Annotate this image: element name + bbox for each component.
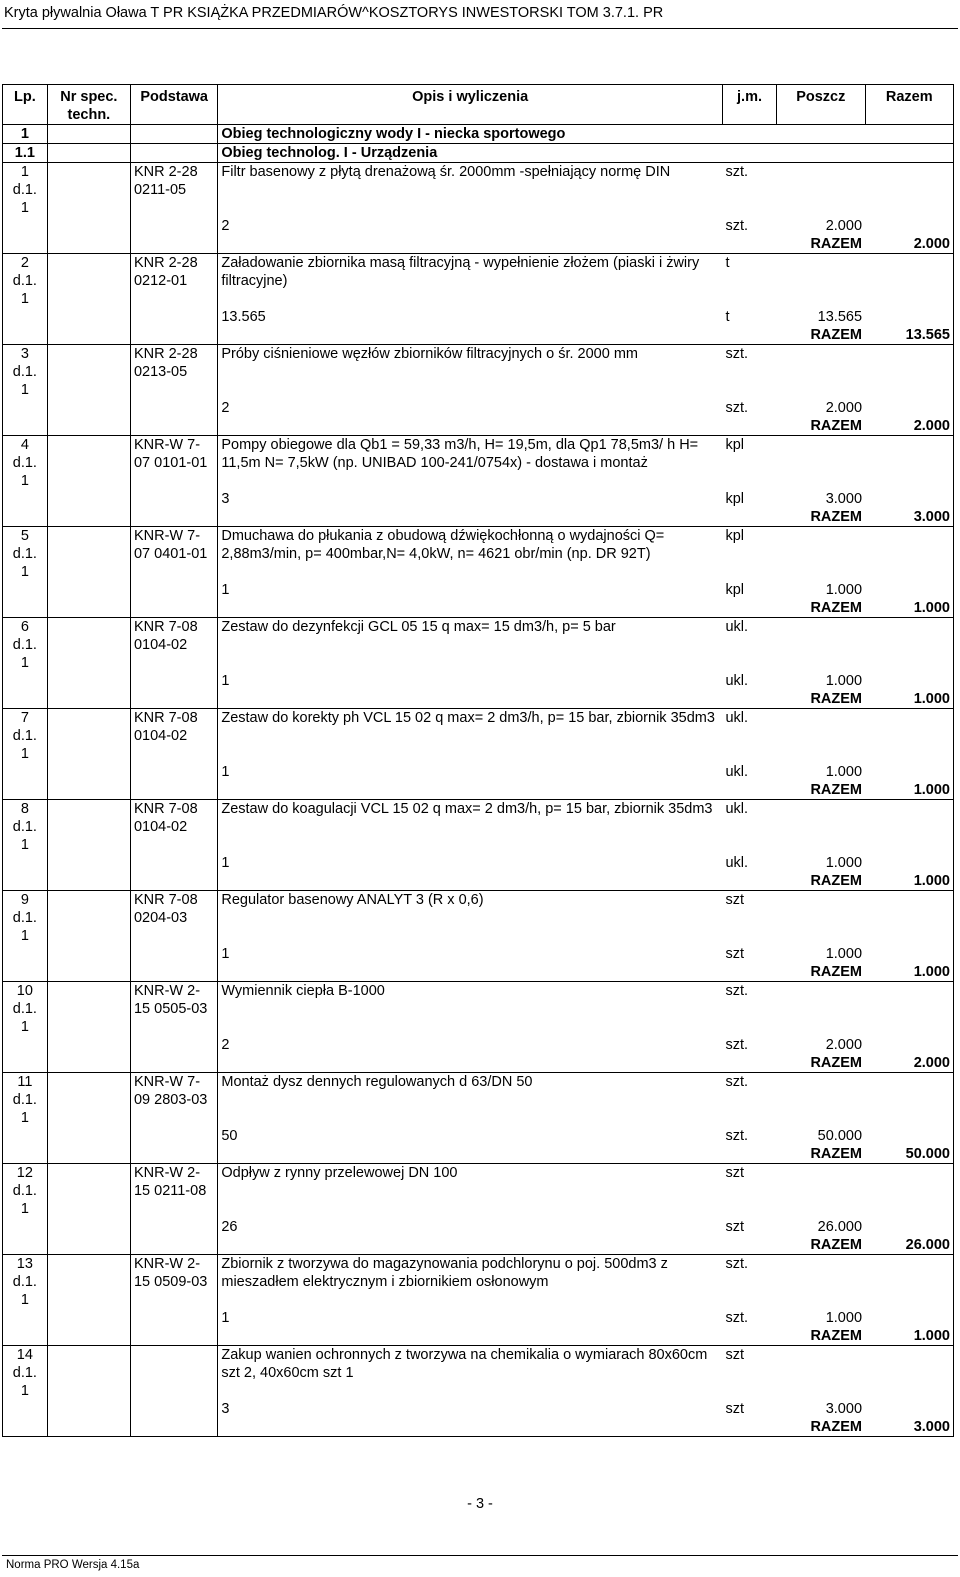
item-razem: 1.000 xyxy=(865,599,953,618)
item-jm: szt. xyxy=(725,1074,749,1090)
razem-label: RAZEM xyxy=(777,417,865,436)
item-row xyxy=(3,618,954,673)
item-nr-spec xyxy=(47,618,130,709)
item-podstawa xyxy=(130,1346,217,1437)
table-header-row xyxy=(3,85,954,125)
item-razem: 3.000 xyxy=(865,508,953,527)
item-qty-jm: szt. xyxy=(725,1037,749,1053)
item-qty-jm: szt. xyxy=(725,218,749,234)
item-lp: 1 d.1. 1 xyxy=(3,163,48,254)
item-poszcz: 3.000 xyxy=(825,491,863,507)
item-row xyxy=(3,1255,954,1310)
razem-label: RAZEM xyxy=(777,1145,865,1164)
item-qty-jm: szt. xyxy=(725,1128,749,1144)
item-razem: 1.000 xyxy=(865,1327,953,1346)
item-row xyxy=(3,163,954,218)
item-row xyxy=(3,1164,954,1219)
item-lp: 7 d.1. 1 xyxy=(3,709,48,800)
subsection-row xyxy=(3,144,954,163)
item-qty-jm: szt xyxy=(725,1219,745,1235)
software-version: Norma PRO Wersja 4.15a xyxy=(6,1559,140,1571)
section-lp: 1 xyxy=(3,125,48,144)
item-qty: 1 xyxy=(221,764,230,780)
razem-label: RAZEM xyxy=(777,872,865,891)
item-qty: 1 xyxy=(221,855,230,871)
item-opis: Dmuchawa do płukania z obudową dźwiękochłonną o wydajności Q= 2,88m3/min, p= 400mbar,N= 4,0kW, n= 4621 obr/min (np. DR 92T) xyxy=(221,528,665,562)
item-row xyxy=(3,1346,954,1401)
item-opis: Zbiornik z tworzywa do magazynowania podchlorynu o poj. 500dm3 z mieszadłem elektrycznym i zbiornikiem osłonowym xyxy=(221,1256,668,1290)
item-razem: 13.565 xyxy=(865,326,953,345)
item-poszcz: 1.000 xyxy=(825,946,863,962)
item-opis: Załadowanie zbiornika masą filtracyjną - wypełnienie złożem (piaski i żwiry filtracyjne) xyxy=(221,255,700,289)
razem-label: RAZEM xyxy=(777,599,865,618)
section-row xyxy=(3,125,954,144)
item-podstawa: KNR-W 2- 15 0505-03 xyxy=(130,982,217,1073)
footer-divider xyxy=(2,1555,958,1556)
item-nr-spec xyxy=(47,800,130,891)
subsection-title: Obieg technolog. I - Urządzenia xyxy=(218,144,954,163)
section-title: Obieg technologiczny wody I - niecka sportowego xyxy=(218,125,954,144)
razem-label: RAZEM xyxy=(777,235,865,254)
item-lp: 13 d.1. 1 xyxy=(3,1255,48,1346)
item-qty: 1 xyxy=(221,1310,230,1326)
item-qty: 13.565 xyxy=(221,309,266,325)
item-poszcz: 2.000 xyxy=(825,218,863,234)
item-poszcz: 2.000 xyxy=(825,400,863,416)
item-nr-spec xyxy=(47,254,130,345)
item-opis: Zestaw do korekty ph VCL 15 02 q max= 2 dm3/h, p= 15 bar, zbiornik 35dm3 xyxy=(221,710,715,726)
item-razem: 50.000 xyxy=(865,1145,953,1164)
item-qty-jm: ukl. xyxy=(725,673,749,689)
item-razem: 1.000 xyxy=(865,781,953,800)
item-opis: Montaż dysz dennych regulowanych d 63/DN 50 xyxy=(221,1074,533,1090)
item-razem: 26.000 xyxy=(865,1236,953,1255)
item-nr-spec xyxy=(47,891,130,982)
item-podstawa: KNR 7-08 0104-02 xyxy=(130,800,217,891)
item-jm: szt. xyxy=(725,983,749,999)
item-lp: 3 d.1. 1 xyxy=(3,345,48,436)
item-jm: kpl xyxy=(725,437,745,453)
item-opis: Wymiennik ciepła B-1000 xyxy=(221,983,385,999)
item-row xyxy=(3,254,954,309)
item-row xyxy=(3,436,954,491)
item-qty-jm: szt xyxy=(725,1401,745,1417)
item-opis: Zakup wanien ochronnych z tworzywa na chemikalia o wymiarach 80x60cm szt 2, 40x60cm szt 1 xyxy=(221,1347,708,1381)
item-lp: 11 d.1. 1 xyxy=(3,1073,48,1164)
item-qty: 2 xyxy=(221,400,230,416)
razem-label: RAZEM xyxy=(777,963,865,982)
item-razem: 1.000 xyxy=(865,690,953,709)
item-row xyxy=(3,709,954,764)
col-jm: j.m. xyxy=(722,85,776,125)
item-jm: szt. xyxy=(725,1256,749,1272)
item-qty-jm: kpl xyxy=(725,582,745,598)
col-opis: Opis i wyliczenia xyxy=(218,85,723,125)
item-podstawa: KNR-W 7- 07 0101-01 xyxy=(130,436,217,527)
item-podstawa: KNR 2-28 0211-05 xyxy=(130,163,217,254)
estimate-table xyxy=(2,84,954,1437)
item-podstawa: KNR 2-28 0213-05 xyxy=(130,345,217,436)
item-jm: szt xyxy=(725,892,745,908)
item-podstawa: KNR-W 2- 15 0211-08 xyxy=(130,1164,217,1255)
item-row xyxy=(3,345,954,400)
item-jm: t xyxy=(725,255,730,271)
item-qty: 1 xyxy=(221,946,230,962)
item-qty-jm: szt. xyxy=(725,1310,749,1326)
item-nr-spec xyxy=(47,345,130,436)
item-lp: 10 d.1. 1 xyxy=(3,982,48,1073)
item-opis: Próby ciśnieniowe węzłów zbiorników filtracyjnych o śr. 2000 mm xyxy=(221,346,638,362)
item-lp: 12 d.1. 1 xyxy=(3,1164,48,1255)
item-poszcz: 1.000 xyxy=(825,1310,863,1326)
item-qty-jm: szt xyxy=(725,946,745,962)
item-qty-jm: kpl xyxy=(725,491,745,507)
item-jm: szt xyxy=(725,1347,745,1363)
item-razem: 2.000 xyxy=(865,417,953,436)
item-qty-jm: szt. xyxy=(725,400,749,416)
item-razem: 1.000 xyxy=(865,872,953,891)
item-qty: 1 xyxy=(221,582,230,598)
item-row xyxy=(3,982,954,1037)
item-opis: Zestaw do dezynfekcji GCL 05 15 q max= 15 dm3/h, p= 5 bar xyxy=(221,619,616,635)
item-podstawa: KNR-W 2- 15 0509-03 xyxy=(130,1255,217,1346)
item-lp: 2 d.1. 1 xyxy=(3,254,48,345)
item-nr-spec xyxy=(47,527,130,618)
item-nr-spec xyxy=(47,709,130,800)
item-poszcz: 13.565 xyxy=(817,309,863,325)
item-lp: 9 d.1. 1 xyxy=(3,891,48,982)
item-nr-spec xyxy=(47,1073,130,1164)
item-qty: 3 xyxy=(221,491,230,507)
item-poszcz: 26.000 xyxy=(817,1219,863,1235)
col-lp: Lp. xyxy=(3,85,48,125)
item-podstawa: KNR-W 7- 07 0401-01 xyxy=(130,527,217,618)
header-divider xyxy=(2,28,958,29)
razem-label: RAZEM xyxy=(777,1054,865,1073)
item-podstawa: KNR 7-08 0104-02 xyxy=(130,709,217,800)
item-jm: ukl. xyxy=(725,801,749,817)
page-header: Kryta pływalnia Oława T PR KSIĄŻKA PRZEDMIARÓW^KOSZTORYS INWESTORSKI TOM 3.7.1. PR xyxy=(4,5,664,21)
item-poszcz: 1.000 xyxy=(825,855,863,871)
item-opis: Zestaw do koagulacji VCL 15 02 q max= 2 dm3/h, p= 15 bar, zbiornik 35dm3 xyxy=(221,801,713,817)
item-qty: 2 xyxy=(221,1037,230,1053)
item-poszcz: 2.000 xyxy=(825,1037,863,1053)
item-opis: Odpływ z rynny przelewowej DN 100 xyxy=(221,1165,458,1181)
item-qty: 50 xyxy=(221,1128,238,1144)
item-razem: 2.000 xyxy=(865,235,953,254)
item-row xyxy=(3,527,954,582)
item-poszcz: 50.000 xyxy=(817,1128,863,1144)
col-razem: Razem xyxy=(865,85,953,125)
col-podstawa: Podstawa xyxy=(130,85,217,125)
item-row xyxy=(3,891,954,946)
item-jm: ukl. xyxy=(725,710,749,726)
razem-label: RAZEM xyxy=(777,1418,865,1437)
item-qty: 26 xyxy=(221,1219,238,1235)
item-jm: szt. xyxy=(725,164,749,180)
item-lp: 8 d.1. 1 xyxy=(3,800,48,891)
item-qty-jm: t xyxy=(725,309,730,325)
razem-label: RAZEM xyxy=(777,781,865,800)
item-lp: 4 d.1. 1 xyxy=(3,436,48,527)
item-poszcz: 3.000 xyxy=(825,1401,863,1417)
item-row xyxy=(3,1073,954,1128)
item-lp: 5 d.1. 1 xyxy=(3,527,48,618)
item-razem: 3.000 xyxy=(865,1418,953,1437)
col-poszcz: Poszcz xyxy=(777,85,865,125)
item-jm: szt xyxy=(725,1165,745,1181)
item-opis: Regulator basenowy ANALYT 3 (R x 0,6) xyxy=(221,892,484,908)
item-qty: 1 xyxy=(221,673,230,689)
page-number: - 3 - xyxy=(467,1496,493,1512)
item-qty: 3 xyxy=(221,1401,230,1417)
item-opis: Pompy obiegowe dla Qb1 = 59,33 m3/h, H= 19,5m, dla Qp1 78,5m3/ h H= 11,5m N= 7,5kW (np. UNIBAD 100-241/0754x) - dostawa i montaż xyxy=(221,437,699,471)
item-razem: 1.000 xyxy=(865,963,953,982)
item-qty-jm: ukl. xyxy=(725,764,749,780)
col-nr-spec: Nr spec. techn. xyxy=(47,85,130,125)
item-lp: 6 d.1. 1 xyxy=(3,618,48,709)
razem-label: RAZEM xyxy=(777,508,865,527)
razem-label: RAZEM xyxy=(777,1236,865,1255)
item-podstawa: KNR 7-08 0204-03 xyxy=(130,891,217,982)
item-nr-spec xyxy=(47,1255,130,1346)
item-nr-spec xyxy=(47,163,130,254)
item-razem: 2.000 xyxy=(865,1054,953,1073)
item-lp: 14 d.1. 1 xyxy=(3,1346,48,1437)
item-qty-jm: ukl. xyxy=(725,855,749,871)
item-podstawa: KNR 2-28 0212-01 xyxy=(130,254,217,345)
item-nr-spec xyxy=(47,1164,130,1255)
item-jm: kpl xyxy=(725,528,745,544)
item-podstawa: KNR 7-08 0104-02 xyxy=(130,618,217,709)
item-poszcz: 1.000 xyxy=(825,582,863,598)
item-jm: ukl. xyxy=(725,619,749,635)
item-nr-spec xyxy=(47,1346,130,1437)
item-nr-spec xyxy=(47,982,130,1073)
razem-label: RAZEM xyxy=(777,1327,865,1346)
item-opis: Filtr basenowy z płytą drenażową śr. 2000mm -spełniający normę DIN xyxy=(221,164,671,180)
item-poszcz: 1.000 xyxy=(825,673,863,689)
item-qty: 2 xyxy=(221,218,230,234)
item-podstawa: KNR-W 7- 09 2803-03 xyxy=(130,1073,217,1164)
razem-label: RAZEM xyxy=(777,326,865,345)
item-jm: szt. xyxy=(725,346,749,362)
item-poszcz: 1.000 xyxy=(825,764,863,780)
item-nr-spec xyxy=(47,436,130,527)
subsection-lp: 1.1 xyxy=(3,144,48,163)
item-row xyxy=(3,800,954,855)
razem-label: RAZEM xyxy=(777,690,865,709)
